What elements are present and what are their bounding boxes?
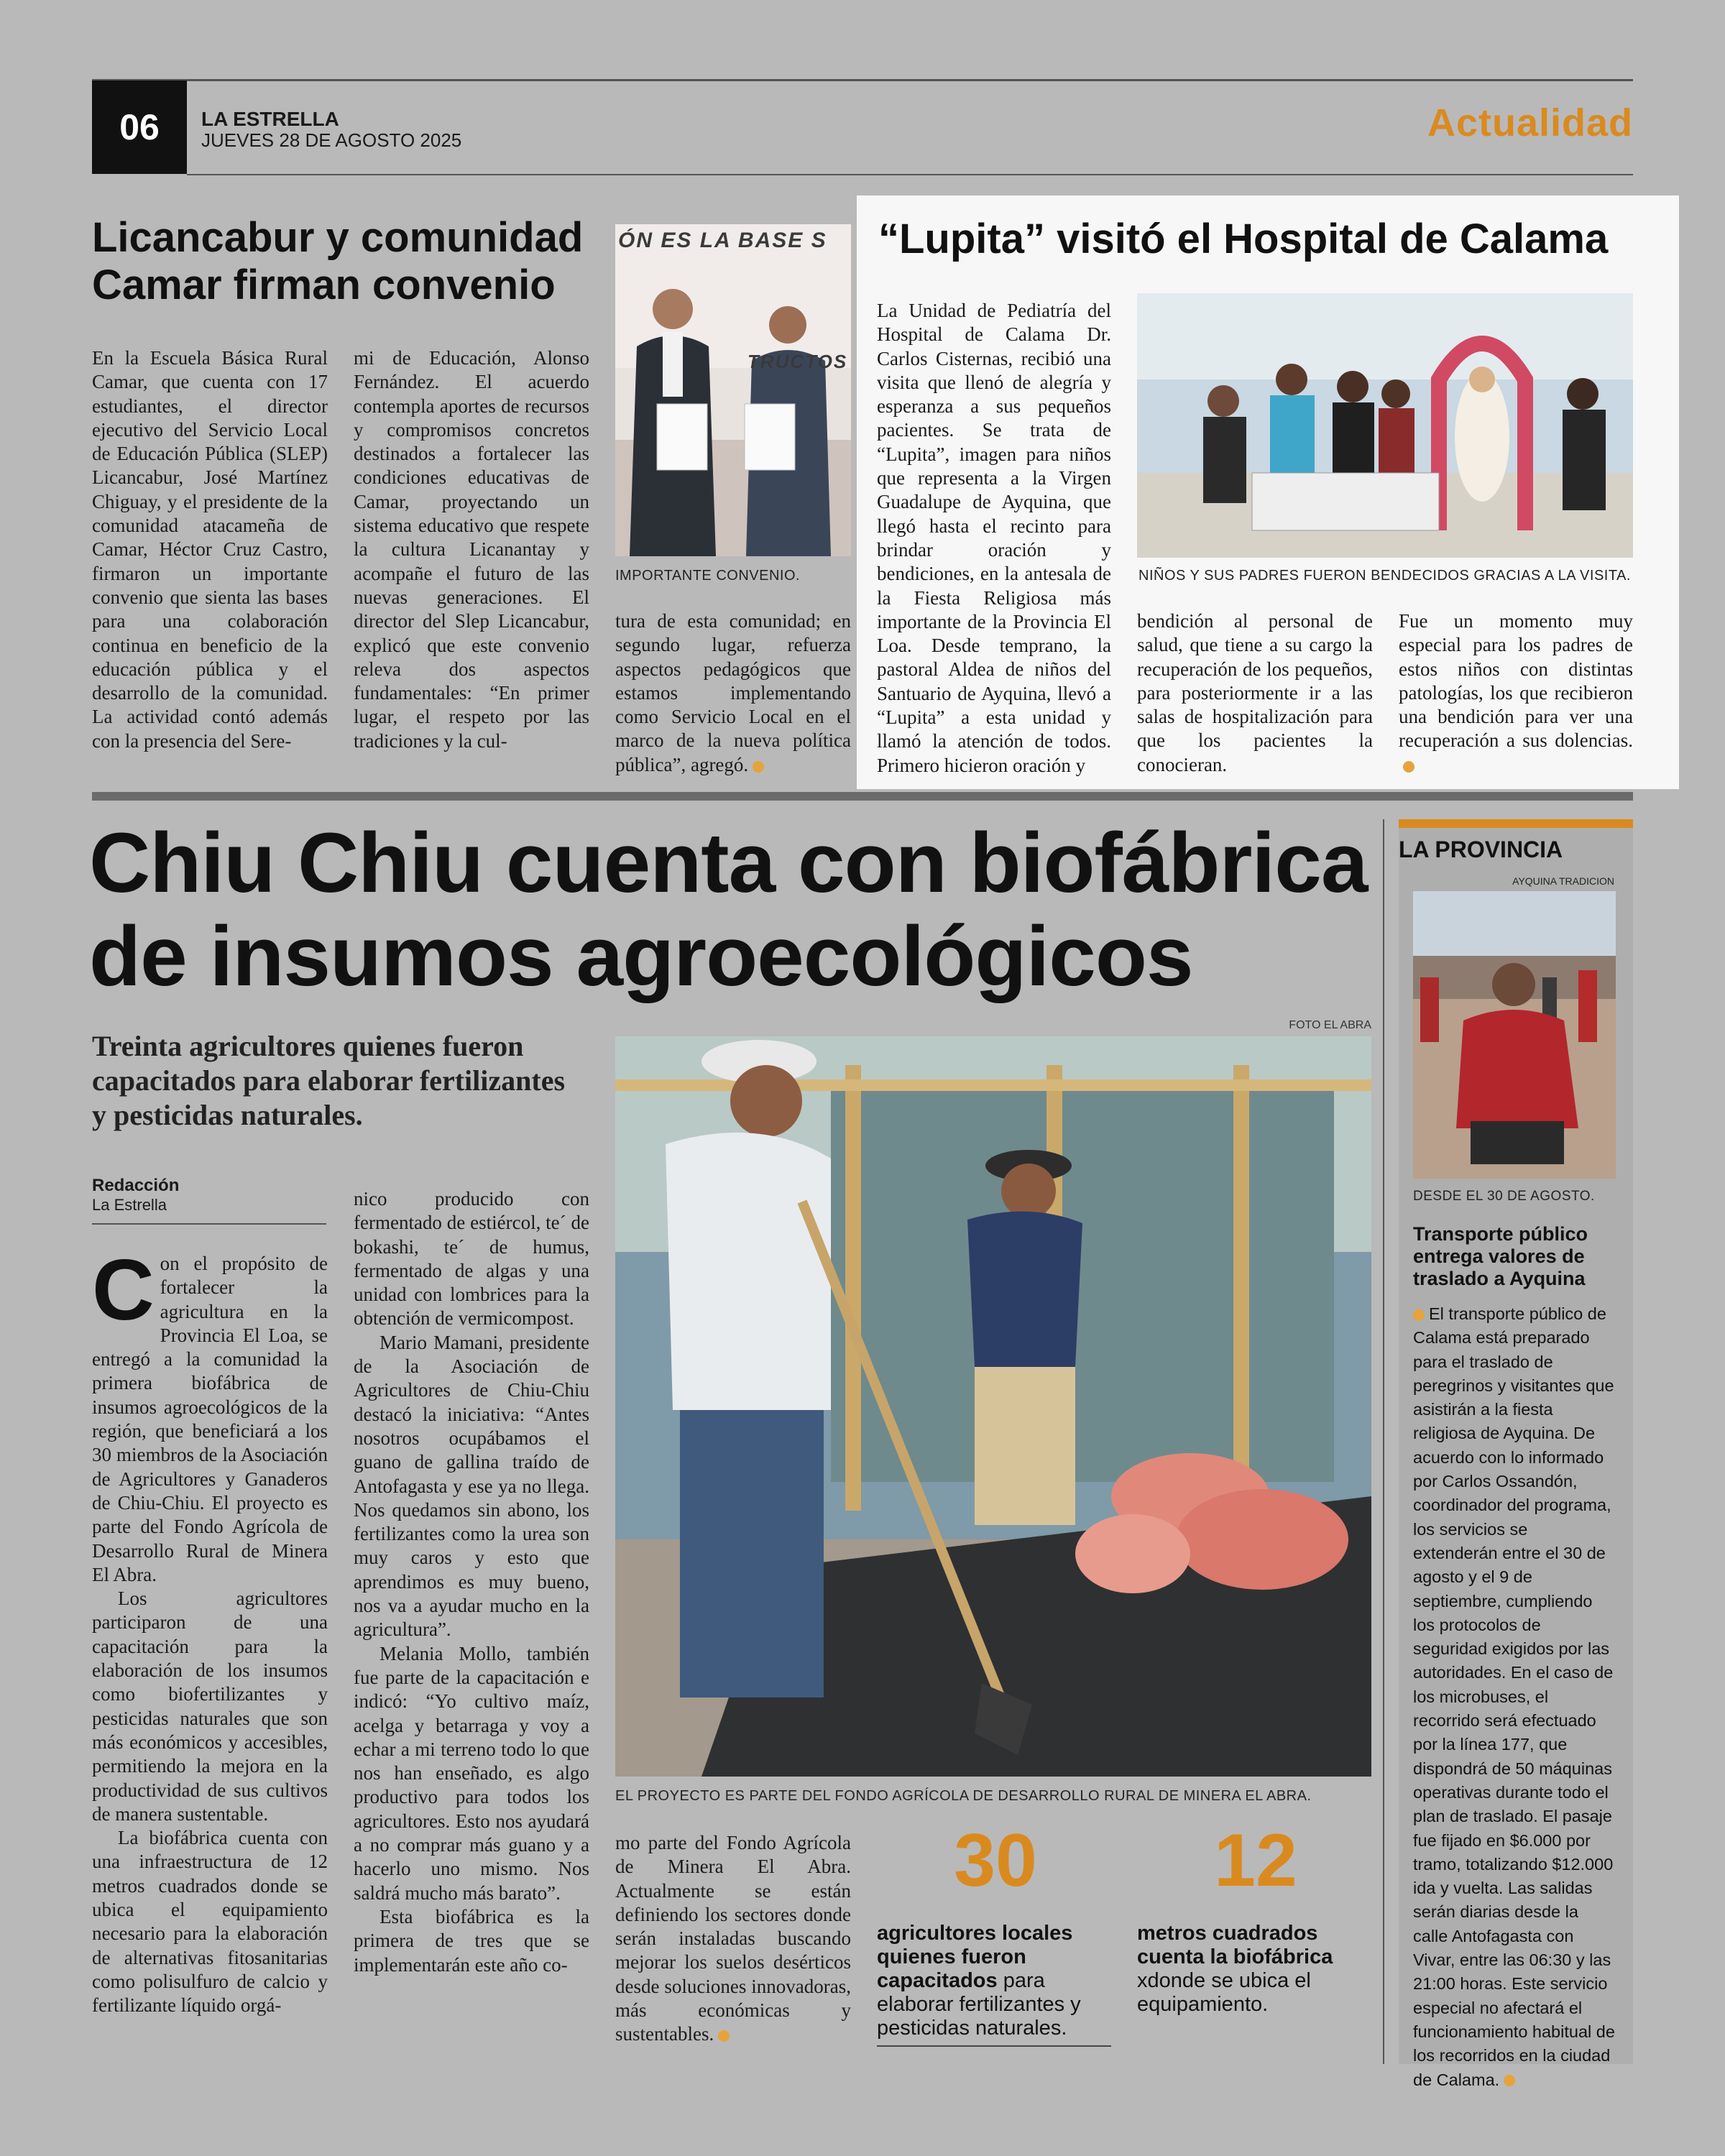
- sidebar-accent-bar: [1399, 819, 1633, 828]
- stat1-rule: [877, 2045, 1111, 2047]
- biofabrica-photo: [615, 1036, 1371, 1777]
- chiu-deck-line2: capacitados para elaborar fertilizantes: [92, 1064, 566, 1097]
- licancabur-col2: mi de Educación, Alonso Fernández. El acuerdo contempla aportes de recursos y compromisos concretos destinados a fortalecer las condiciones educativas de Camar, proyectando un sistema educativo que respete la cultura Licanantay y acompañe el futuro de las nuevas generaciones. El director del Slep Licancabur, explicó que este convenio releva dos aspectos fundamentales: “En primer lugar, el respeto por las tradiciones y la cul-: [354, 347, 589, 752]
- licancabur-headline-line1: Licancabur y comunidad: [92, 214, 584, 261]
- licancabur-headline: [92, 214, 595, 309]
- sidebar-label: LA PROVINCIA: [1399, 837, 1563, 862]
- stat1-text: [877, 1922, 1114, 2040]
- stat2-rest: xdonde se ubica el equipamiento.: [1137, 1969, 1311, 2016]
- chiu-deck: [92, 1029, 595, 1133]
- stat2-bold: metros cuadrados cuenta la biofábrica: [1137, 1922, 1333, 1968]
- sidebar-photo-caption: DESDE EL 30 DE AGOSTO.: [1413, 1189, 1595, 1204]
- end-mark-icon: [718, 2030, 730, 2042]
- chiu-col3: [615, 1831, 851, 2047]
- lupita-col1: La Unidad de Pediatría del Hospital de Calama Dr. Carlos Cisternas, recibió una visita que llenó de alegría y esperanza a sus pequeños pacientes. Se trata de “Lupita”, imagen para niños que representa a la Virgen Guadalupe de Ayquina, que llegó hasta el recinto para brindar oración y bendiciones, en la antesala de la Fiesta Religiosa más importante de la Provincia El Loa. Desde temprano, la pastoral Aldea de niños del Santuario de Ayquina, llevó a “Lupita” a esta unidad y llamó la atención de todos. Primero hicieron oración y: [877, 300, 1111, 776]
- end-mark-icon: [1504, 2075, 1515, 2086]
- stat2-number: 12: [1214, 1819, 1297, 1902]
- chiu-col2-p4: Esta biofábrica es la primera de tres que se implementarán este año co-: [354, 1905, 589, 1976]
- sidebar-body-text: El transporte público de Calama está preparado para el traslado de peregrinos y visitantes que asistirán a la fiesta religiosa de Ayquina. De acuerdo con lo informado por Carlos Ossandón, coordinador del programa, los servicios se extenderán entre el 30 de agosto y el 9 de septiembre, cumpliendo los protocolos de seguridad exigidos por las autoridades. En el caso de los microbuses, el recorrido será efectuado por la línea 177, que dispondrá de 50 máquinas operativas durante todo el plan de traslado. El pasaje fue fijado en $6.000 por tramo, totalizando $12.000 ida y vuelta. Las salidas serán diarias desde la calle Antofagasta con Vivar, entre las 06:30 y las 21:00 horas. Este servicio especial no afectará el funcionamiento habitual de los recorridos en la ciudad de Calama.: [1413, 1304, 1615, 2089]
- byline-author: Redacción: [92, 1176, 180, 1195]
- chiu-col3-text: mo parte del Fondo Agrícola de Minera El Abra. Actualmente se están definiendo los sectores donde serán instaladas buscando mejorar los suelos desérticos desde soluciones innovadoras, más económicas y sustentables.: [615, 1832, 851, 2045]
- sidebar-body: [1413, 1302, 1616, 2092]
- publication-name: LA ESTRELLA: [201, 108, 339, 130]
- stat1-rest: para elaborar fertilizantes y pesticidas naturales.: [877, 1969, 1081, 2040]
- end-mark-icon: [1403, 761, 1414, 773]
- chiu-col1-p3: La biofábrica cuenta con una infraestructura de 12 metros cuadrados donde se ubica el equipamiento necesario para la elaboración de alternativas fitosanitarias como polisulfuro de calcio y fertilizante líquido orgá-: [92, 1827, 328, 2017]
- lupita-col2: bendición al personal de salud, que tiene a su cargo la recuperación de los pequeños, para posteriormente ir a las salas de hospitalización para que los pacientes la conocieran.: [1137, 610, 1373, 775]
- chiu-deck-line1: Treinta agricultores quienes fueron: [92, 1030, 524, 1062]
- convenio-banner-text2: TRUCTOS: [748, 351, 848, 372]
- licancabur-headline-line2: Camar firman convenio: [92, 262, 556, 308]
- convenio-banner-text: ÓN ES LA BASE S: [618, 229, 827, 252]
- bullet-icon: [1413, 1309, 1425, 1321]
- sidebar-photo-credit: AYQUINA TRADICION: [1512, 875, 1614, 887]
- chiu-headline: [89, 816, 1383, 1003]
- chiu-col1-p1: [92, 1242, 328, 1587]
- chiu-col2-p1: nico producido con fermentado de estiércol, te´ de bokashi, te´ de humus, fermentado de algas y una unidad con lombrices para la obtención de vermicompost.: [354, 1188, 589, 1330]
- chiu-col1: [92, 1242, 328, 2018]
- page-number: 06: [92, 80, 187, 174]
- dropcap: C: [92, 1242, 155, 1338]
- lupita-col3-text: Fue un momento muy especial para los padres de estos niños con distintas patologías, los que recibieron una bendición para ver una recuperación a sus dolencias.: [1399, 610, 1633, 752]
- top-rule: [92, 79, 1633, 81]
- chiu-deck-line3: y pesticidas naturales.: [92, 1099, 363, 1131]
- licancabur-col3: [615, 609, 851, 777]
- stat2-text: [1137, 1922, 1374, 2017]
- publication-date: JUEVES 28 DE AGOSTO 2025: [201, 129, 462, 151]
- chiu-col2-p3: Melania Mollo, también fue parte de la capacitación e indicó: “Yo cultivo maíz, acelga y betarraga y voy a echar a mi terreno todo lo que nos han enseñado, es algo productivo para todos los agricultores. Esto nos ayudará a no comprar más guano y a hacerlo uno mismo. Nos saldrá mucho más barato”.: [354, 1642, 589, 1904]
- sidebar-title: Transporte público entrega valores de traslado a Ayquina: [1413, 1223, 1588, 1289]
- biofabrica-photo-caption: EL PROYECTO ES PARTE DEL FONDO AGRÍCOLA DE DESARROLLO RURAL DE MINERA EL ABRA.: [615, 1788, 1312, 1804]
- chiu-col2-p2: Mario Mamani, presidente de la Asociación de Agricultores de Chiu-Chiu destacó la iniciativa: “Antes nosotros ocupábamos el guano de gallina traído de Antofagasta y ese ya no llega. Nos quedamos sin abono, los fertilizantes como la urea son muy caros y esto que aprendimos es muy bueno, nos va a ayudar mucho en la agricultura”.: [354, 1331, 589, 1641]
- chiu-col1-p2: Los agricultores participaron de una capacitación para la elaboración de los insumos como biofertilizantes y pesticidas naturales que son más económicos y accesibles, permitiendo la mejora en la productividad de sus cultivos de manera sustentable.: [92, 1588, 328, 1825]
- byline-rule: [92, 1223, 326, 1225]
- section-label: Actualidad: [1427, 101, 1633, 144]
- convenio-photo-caption: IMPORTANTE CONVENIO.: [615, 568, 801, 584]
- convenio-photo: [615, 224, 851, 556]
- chiu-photo-credit: FOTO EL ABRA: [1289, 1019, 1371, 1031]
- ayquina-photo: [1413, 891, 1616, 1179]
- chiu-col1-p1-text: on el propósito de fortalecer la agricultura en la Provincia El Loa, se entregó a la comunidad la primera biofábrica de insumos agroecológicos de la región, que beneficiará a los 30 miembros de la Asociación de Agricultores y Ganaderos de Chiu-Chiu. El proyecto es parte del Fondo Agrícola de Desarrollo Rural de Minera El Abra.: [92, 1253, 328, 1585]
- stat1-bold: agricultores locales quienes fueron capacitados: [877, 1922, 1073, 1992]
- section-separator: [92, 792, 1633, 801]
- header-rule: [187, 174, 1633, 175]
- stat1-number: 30: [954, 1819, 1037, 1902]
- lupita-photo-caption: NIÑOS Y SUS PADRES FUERON BENDECIDOS GRACIAS A LA VISITA.: [1138, 568, 1631, 584]
- chiu-headline-line2: de insumos agroecológicos: [89, 909, 1193, 1004]
- chiu-headline-line1: Chiu Chiu cuenta con biofábrica: [89, 816, 1368, 911]
- lupita-photo: [1137, 293, 1633, 558]
- lupita-col3: [1399, 609, 1633, 777]
- end-mark-icon: [753, 761, 764, 773]
- chiu-col2: [354, 1187, 589, 1977]
- licancabur-col1: En la Escuela Básica Rural Camar, que cuenta con 17 estudiantes, el director ejecutivo del Servicio Local de Educación Pública (SLEP) Licancabur, José Martínez Chiguay, y el presidente de la comunidad atacameña de Camar, Héctor Cruz Castro, firmaron un importante convenio que sienta las bases para una colaboración continua en beneficio de la educación pública y el desarrollo de la comunidad. La actividad contó además con la presencia del Sere-: [92, 347, 328, 752]
- licancabur-col3-text: tura de esta comunidad; en segundo lugar, refuerza aspectos pedagógicos que estamos implementando como Servicio Local en el marco de la nueva política pública”, agregó.: [615, 610, 851, 775]
- column-divider: [1383, 819, 1384, 2064]
- lupita-headline: “Lupita” visitó el Hospital de Calama: [878, 216, 1609, 262]
- byline-outlet: La Estrella: [92, 1196, 167, 1214]
